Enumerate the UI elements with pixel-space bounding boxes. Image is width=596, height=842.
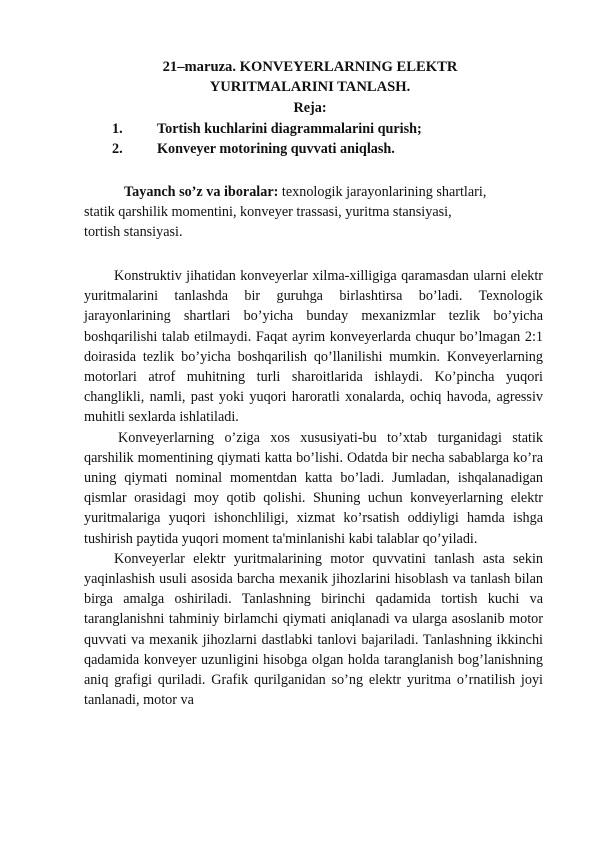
plan-item-text: Tortish kuchlarini diagrammalarini qurish; xyxy=(157,121,422,137)
keywords-block xyxy=(84,182,544,243)
keywords-line-2: statik qarshilik momentini, konveyer trassasi, yuritma stansiyasi, xyxy=(84,204,452,221)
plan-item-2 xyxy=(112,139,395,159)
plan-item-number: 2. xyxy=(112,141,123,157)
keywords-text: texnologik jarayonlarining shartlari, xyxy=(278,184,487,200)
plan-item-text: Konveyer motorining quvvati aniqlash. xyxy=(157,141,395,157)
paragraph: Konveyerlarning o’ziga xos xususiyati-bu to’xtab turganidagi statik qarshilik momentining qiymati katta bo’lishi. Odatda bir necha sabablarga ko’ra uning qiymati nominal momentdan katta bo’ladi. Jumladan, ishqalanadigan qismlar orasidagi moy qotib qolishi. Shuning uchun konveyerlarning elektr yuritmalariga yuqori ishonchliligi, xizmat ko’rsatish oddiyligi hamda ishga tushirish paytida yuqori moment ta'minlanishi kabi talablar qo’yiladi. xyxy=(84,429,543,547)
paragraph: Konveyerlar elektr yuritmalarining motor quvvatini tanlash asta sekin yaqinlashish usuli asosida barcha mexanik jihozlarini hisoblash va tanlash bilan birga amalga oshiriladi. Tanlashning birinchi qadamida tortish kuchi va taranglanishni tahminiy birlamchi qiymati aniqlanadi va ularga asoslanib motor quvvati va mexanik jihozlarni dastlabki tanlovi bajariladi. Tanlashning ikkinchi qadamida konveyer uzunligini hisobga olgan holda taranglanish bog’lanishning aniq grafigi quriladi. Grafik qurilganidan so’ng elektr yuritma o’rnatilish joyi tanlanadi, motor va xyxy=(84,550,543,709)
keywords-line-3: tortish stansiyasi. xyxy=(84,224,183,241)
body-text xyxy=(84,266,543,710)
keywords-line-1 xyxy=(84,182,544,202)
plan-item-1 xyxy=(112,119,422,139)
plan-item-number: 1. xyxy=(112,121,123,137)
plan-heading: Reja: xyxy=(293,100,327,116)
keywords-label: Tayanch so’z va iboralar: xyxy=(124,184,279,200)
title-line-2: YURITMALARINI TANLASH. xyxy=(209,79,411,95)
title-line-1: 21–maruza. KONVEYERLARNING ELEKTR xyxy=(162,59,458,75)
paragraph: Konstruktiv jihatidan konveyerlar xilma-xilligiga qaramasdan ularni elektr yuritmalarini tanlashda bir guruhga birlashtirsa bo’ladi. Texnologik jarayonlarining shartlari bo’yicha bunday mexanizmlar tezlik bo’yicha boshqarilishi talab etilmaydi. Faqat ayrim konveyerlarda chuqur bo’lmagan 2:1 doirasida tezlik bo’yicha boshqarilish qo’llanilishi mumkin. Konveyerlarning motorlari atrof muhitning turli sharoitlarida ishlaydi. Ko’pincha yuqori changlikli, namli, past yoki yuqori haroratli xonalarda, ochiq havoda, agressiv muhitli sexlarda ishlatiladi. xyxy=(84,268,543,426)
lecture-title xyxy=(80,57,540,97)
